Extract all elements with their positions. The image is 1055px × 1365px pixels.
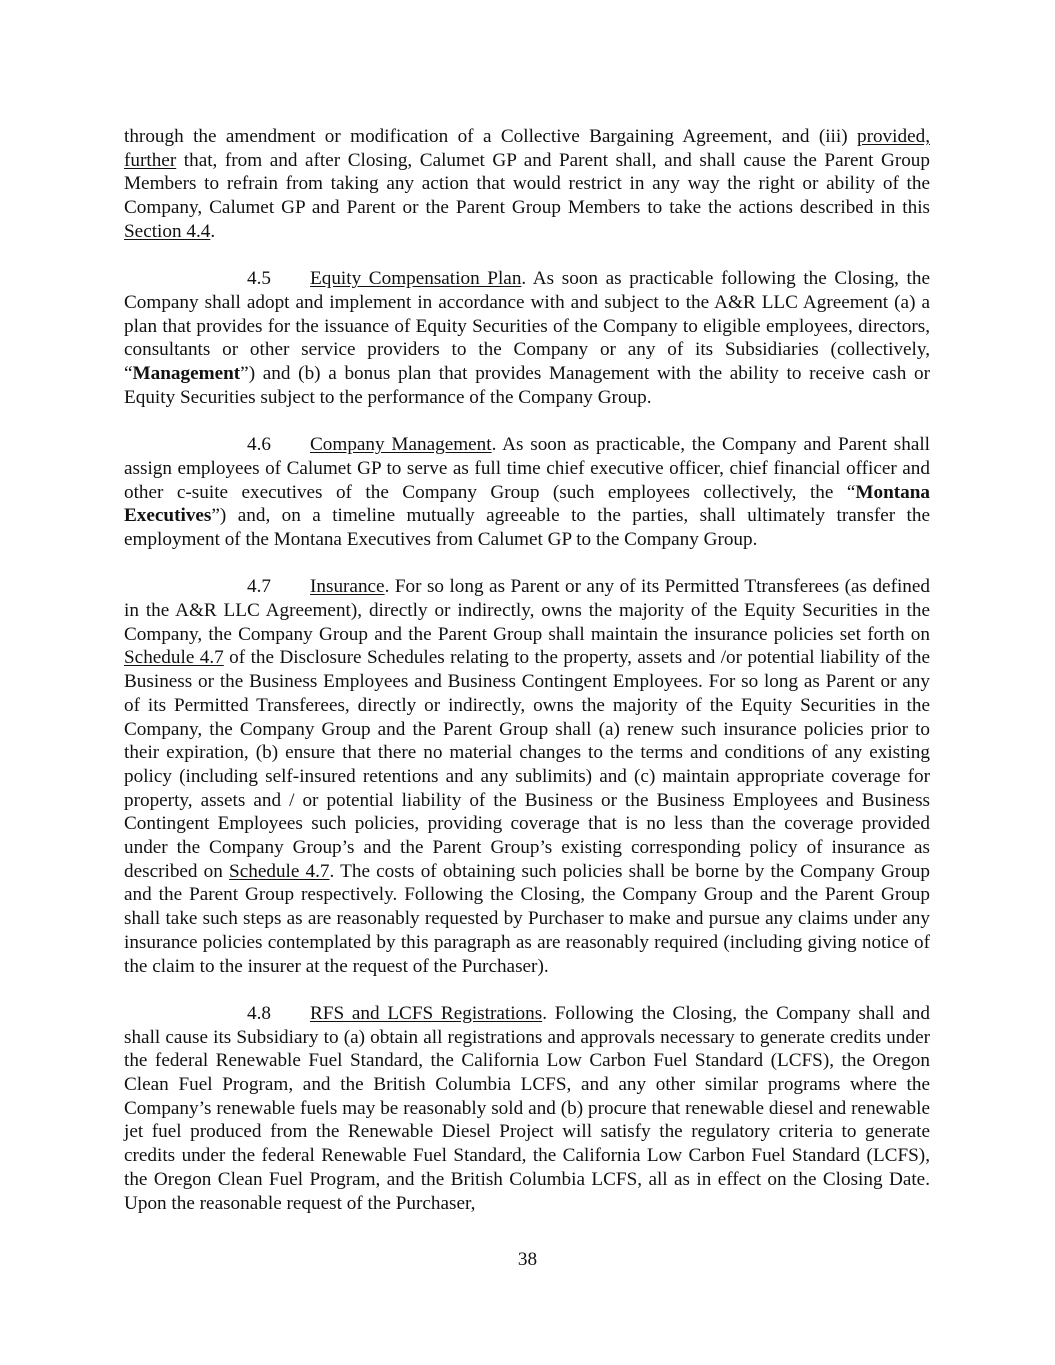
document-page (124, 125, 930, 1239)
body-text: . (210, 220, 216, 242)
section-number: 4.8 (247, 1002, 271, 1024)
schedule-reference: Schedule 4.7 (229, 860, 330, 882)
provided-further-term: provided, further (124, 126, 930, 171)
section-4-8 (124, 1002, 930, 1215)
body-text: . As soon as practicable following the Closing, the Company shall adopt and implement in accordance with and subject to the A&R LLC Agreement (a) a plan that provides for the issuance of Equity Securities of the Company to eligible employees, directors, consultants or other service providers to the Company or any of its Subsidiaries (collectively, “ (124, 268, 930, 385)
section-heading: Equity Compensation Plan (310, 268, 522, 290)
body-text: . As soon as practicable, the Company and Parent shall assign employees of Calumet GP to serve as full time chief executive officer, chief financial officer and other c-suite executives of the Company Group (such employees collectively, the “ (124, 434, 930, 503)
body-text: . The costs of obtaining such policies shall be borne by the Company Group and the Parent Group respectively. Following the Closing, the Company Group and the Parent Group shall take such steps as are reasonably requested by Purchaser to make and pursue any claims under any insurance policies contemplated by this paragraph as are reasonably required (including giving notice of the claim to the insurer at the request of the Purchaser). (124, 860, 930, 977)
defined-term: Montana Executives (124, 481, 930, 527)
body-text: of the Disclosure Schedules relating to the property, assets and /or potential liability of the Business or the Business Employees and Business Contingent Employees. For so long as Parent or any of its Permitted Transferees, directly or indirectly, owns the majority of the Equity Securities in the Company, the Company Group and the Parent Group shall (a) renew such insurance policies prior to their expiration, (b) ensure that there no material changes to the terms and conditions of any existing policy (including self-insured retentions and any sublimits) and (c) maintain appropriate coverage for property, assets and / or potential liability of the Business or the Business Employees and Business Contingent Employees such policies, providing coverage that is no less than the coverage provided under the Company Group’s and the Parent Group’s existing corresponding policy of insurance as described on (124, 647, 930, 882)
body-text: . Following the Closing, the Company shall and shall cause its Subsidiary to (a) obtain all registrations and approvals necessary to generate credits under the federal Renewable Fuel Standard, the California Low Carbon Fuel Standard (LCFS), the Oregon Clean Fuel Program, and the British Columbia LCFS, and any other similar programs where the Company’s renewable fuels may be reasonably sold and (b) procure that renewable diesel and renewable jet fuel produced from the Renewable Diesel Project will satisfy the regulatory criteria to generate credits under the federal Renewable Fuel Standard, the California Low Carbon Fuel Standard (LCFS), the Oregon Clean Fuel Program, and the British Columbia LCFS, all as in effect on the Closing Date. Upon the reasonable request of the Purchaser, (124, 1002, 930, 1214)
section-4-7 (124, 575, 930, 978)
section-heading: Insurance (310, 576, 385, 598)
defined-term: Management (132, 363, 241, 385)
section-reference: Section 4.4 (124, 220, 211, 242)
section-heading: Company Management (310, 434, 492, 456)
body-text: ”) and, on a timeline mutually agreeable to the parties, shall ultimately transfer the employment of the Montana Executives from Calumet GP to the Company Group. (124, 505, 930, 550)
body-text: through the amendment or modification of a Collective Bargaining Agreement, and (iii) (124, 126, 857, 147)
section-number: 4.5 (247, 268, 271, 290)
body-text: that, from and after Closing, Calumet GP and Parent shall, and shall cause the Parent Group Members to refrain from taking any action that would restrict in any way the right or ability of the Company, Calumet GP and Parent or the Parent Group Members to take the actions described in this (124, 149, 930, 219)
section-heading: RFS and LCFS Registrations (310, 1002, 543, 1024)
section-number: 4.6 (247, 434, 271, 456)
body-text: ”) and (b) a bonus plan that provides Management with the ability to receive cash or Equity Securities subject to the performance of the Company Group. (124, 363, 930, 408)
page-number: 38 (517, 1249, 538, 1270)
section-4-4-continuation (124, 125, 930, 244)
body-text: . For so long as Parent or any of its Permitted Ttransferees (as defined in the A&R LLC Agreement), directly or indirectly, owns the majority of the Equity Securities in the Company, the Company Group and the Parent Group shall maintain the insurance policies set forth on (124, 576, 930, 645)
section-4-5 (124, 267, 930, 409)
section-number: 4.7 (247, 576, 271, 598)
section-4-6 (124, 433, 930, 552)
schedule-reference: Schedule 4.7 (124, 647, 224, 669)
